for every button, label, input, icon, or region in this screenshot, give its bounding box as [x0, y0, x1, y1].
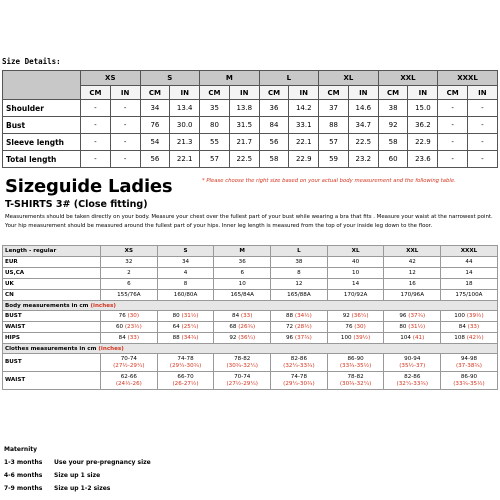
clothes-measurements-section — [3, 344, 498, 354]
body-measurements-body — [3, 311, 498, 344]
measurement-cell: 30.0 — [170, 117, 200, 134]
length-header: Length - regular — [3, 246, 101, 257]
unit-header: CM — [438, 86, 468, 100]
cm-value: 76 — [345, 324, 353, 330]
inch-value: (33) — [127, 335, 140, 341]
measurement-cell: 23.2 — [348, 151, 378, 168]
measurement-cell — [214, 311, 271, 322]
measurement-cell — [101, 372, 158, 390]
maternity-item — [4, 459, 151, 466]
length-row — [3, 279, 498, 290]
inch-value: (26-27½) — [172, 380, 199, 387]
length-row — [3, 257, 498, 268]
measurement-cell: 38 — [378, 100, 408, 117]
measurement-cell: - — [81, 117, 111, 134]
measurement-cell: - — [468, 117, 498, 134]
length-row — [3, 290, 498, 301]
inch-value: (37-38¾) — [455, 362, 482, 369]
measurement-cell: 57 — [319, 134, 349, 151]
cm-value: 94-98 — [460, 355, 478, 362]
measurement-cell: 54 — [140, 134, 170, 151]
size-cell: 40 — [327, 257, 384, 268]
measurement-cell: 33.1 — [289, 117, 319, 134]
measurement-cell — [101, 322, 158, 333]
inch-value: (30¾-32¼) — [226, 362, 258, 369]
measurement-cell: 57 — [200, 151, 230, 168]
measurement-cell: - — [468, 134, 498, 151]
measurement-cell: - — [438, 134, 468, 151]
cm-value: 100 — [454, 313, 465, 319]
size-header: XXL — [378, 71, 438, 86]
maternity-text: Use your pre-pregnancy size — [54, 459, 151, 466]
inch-value: (26¾) — [238, 324, 256, 330]
inch-value: (28½) — [294, 324, 312, 330]
size-details-row — [3, 100, 498, 117]
measurement-cell — [101, 354, 158, 372]
measurement-cell: 36.2 — [408, 117, 438, 134]
measurement-cell: 58 — [259, 151, 289, 168]
maternity-months: 7-9 months — [4, 485, 43, 492]
size-details-row — [3, 134, 498, 151]
sizeguide-subtitle: T-SHIRTS 3# (Close fitting) — [5, 199, 148, 210]
measurement-cell: 84 — [259, 117, 289, 134]
measurement-cell — [157, 311, 214, 322]
size-cell: 10 — [327, 268, 384, 279]
unit-header: CM — [81, 86, 111, 100]
inch-value: (33) — [240, 313, 253, 319]
size-details-body — [3, 100, 498, 168]
unit-header: IN — [348, 86, 378, 100]
cm-value: 84 — [458, 324, 466, 330]
measurement-cell — [441, 333, 498, 344]
size-cell: 12 — [384, 268, 441, 279]
measurement-cell — [327, 311, 384, 322]
measurement-cell: - — [81, 134, 111, 151]
measurement-cell: 56 — [140, 151, 170, 168]
size-cell: 10 — [214, 279, 271, 290]
measurement-cell: 21.3 — [170, 134, 200, 151]
measurement-cell: - — [110, 117, 140, 134]
unit-header: IN — [408, 86, 438, 100]
measurement-cell: - — [438, 117, 468, 134]
corner-cell — [3, 71, 81, 100]
size-cell: 175/100A — [441, 290, 498, 301]
row-label: BUST — [3, 311, 101, 322]
measurement-cell: - — [468, 100, 498, 117]
cm-value: 82-86 — [290, 355, 308, 362]
length-row — [3, 268, 498, 279]
unit-header: CM — [378, 86, 408, 100]
maternity-text: Size up 1 size — [54, 472, 101, 479]
size-cell: 155/76A — [101, 290, 158, 301]
measurement-cell: 22.5 — [229, 151, 259, 168]
cm-value: 72 — [286, 324, 294, 330]
size-cell: 165/84A — [214, 290, 271, 301]
measurement-cell: 76 — [140, 117, 170, 134]
measurement-cell — [384, 372, 441, 390]
cm-value: 66-70 — [177, 373, 194, 380]
inch-value: (27½-29¼) — [113, 362, 145, 369]
unit-header: CM — [259, 86, 289, 100]
measurement-cell: - — [110, 100, 140, 117]
size-cell: 170/92A — [327, 290, 384, 301]
cm-value: 84 — [232, 313, 240, 319]
inch-value: (34½) — [294, 313, 312, 319]
measurement-cell: 59 — [319, 151, 349, 168]
row-label: Sleeve length — [3, 134, 81, 151]
size-header: XL — [319, 71, 379, 86]
inch-value: (32¼-33¾) — [396, 380, 429, 387]
size-cell: 165/88A — [271, 290, 328, 301]
measurement-row — [3, 333, 498, 344]
clothes-measurements-body — [3, 354, 498, 390]
size-cell: 2 — [101, 268, 158, 279]
unit-header: IN — [229, 86, 259, 100]
size-header: XS — [101, 246, 158, 257]
measurement-cell: 15.0 — [408, 100, 438, 117]
inch-value: (41) — [412, 335, 425, 341]
measurement-cell: - — [110, 151, 140, 168]
inch-value: (39½) — [353, 335, 371, 341]
row-label: UK — [3, 279, 101, 290]
cm-value: 84 — [118, 335, 126, 341]
measurement-cell: - — [110, 134, 140, 151]
measurement-cell: - — [81, 100, 111, 117]
measurement-cell: 14.2 — [289, 100, 319, 117]
measurement-cell: 80 — [200, 117, 230, 134]
cm-value: 92 — [342, 313, 350, 319]
body-measurements-section — [3, 301, 498, 311]
size-cell: 14 — [327, 279, 384, 290]
cm-value: 100 — [340, 335, 352, 341]
cm-value: 104 — [400, 335, 411, 341]
maternity-text: Size up 1-2 sizes — [54, 485, 111, 492]
size-details-row — [3, 117, 498, 134]
inch-value: (25¼) — [181, 324, 199, 330]
unit-header: IN — [468, 86, 498, 100]
size-cell: 170/96A — [384, 290, 441, 301]
unit-header: CM — [140, 86, 170, 100]
cm-value: 74-78 — [177, 355, 194, 362]
inch-value: (31½) — [181, 313, 199, 319]
row-label: WAIST — [3, 372, 101, 390]
size-cell: 12 — [271, 279, 328, 290]
measurement-cell — [384, 333, 441, 344]
measurement-cell — [441, 372, 498, 390]
measurement-cell: 35 — [200, 100, 230, 117]
cm-value: 108 — [454, 335, 465, 341]
measurement-cell — [327, 354, 384, 372]
size-cell: 6 — [214, 268, 271, 279]
inch-value: (29¼-30¾) — [169, 362, 202, 369]
cm-value: 80 — [399, 324, 407, 330]
cm-value: 80 — [172, 313, 180, 319]
measurement-cell — [271, 372, 328, 390]
cm-value: 64 — [172, 324, 180, 330]
measurement-row — [3, 322, 498, 333]
size-cell: 18 — [441, 279, 498, 290]
cm-value: 86-90 — [347, 355, 364, 362]
cm-value: 96 — [286, 335, 294, 341]
size-cell: 16 — [384, 279, 441, 290]
cm-value: 78-82 — [347, 373, 364, 380]
measurement-cell: - — [438, 100, 468, 117]
unit-header: IN — [110, 86, 140, 100]
row-label: EUR — [3, 257, 101, 268]
measurement-cell — [157, 322, 214, 333]
size-header: XXXL — [441, 246, 498, 257]
measurement-cell — [327, 333, 384, 344]
size-cell: 6 — [101, 279, 158, 290]
measurement-cell: 22.5 — [348, 134, 378, 151]
measurement-cell — [101, 333, 158, 344]
size-header: S — [157, 246, 214, 257]
row-label: Shoulder — [3, 100, 81, 117]
measurement-cell: 34 — [140, 100, 170, 117]
cm-value: 88 — [172, 335, 180, 341]
measurement-cell — [327, 322, 384, 333]
row-label: CN — [3, 290, 101, 301]
inch-value: (33¾-35½) — [453, 380, 485, 387]
measurement-cell — [157, 333, 214, 344]
cm-value: 76 — [118, 313, 126, 319]
measurement-cell — [271, 311, 328, 322]
section-label — [3, 301, 498, 311]
inch-value: (32¼-33¾) — [283, 362, 315, 369]
inch-value: (35½-37) — [399, 362, 426, 369]
measurement-cell: 60 — [378, 151, 408, 168]
size-header: L — [259, 71, 319, 86]
inch-value: (30¾-32¼) — [339, 380, 372, 387]
measurement-cell — [101, 311, 158, 322]
size-details-row — [3, 151, 498, 168]
inch-value: (37¾) — [294, 335, 312, 341]
size-cell: 8 — [157, 279, 214, 290]
size-cell: 38 — [271, 257, 328, 268]
size-cell: 34 — [157, 257, 214, 268]
measurement-cell — [214, 322, 271, 333]
row-label: Total length — [3, 151, 81, 168]
length-body — [3, 257, 498, 301]
measurement-row — [3, 311, 498, 322]
size-cell: 36 — [214, 257, 271, 268]
measurement-cell: 56 — [259, 134, 289, 151]
cm-value: 92 — [229, 335, 237, 341]
measurement-cell: 14.6 — [348, 100, 378, 117]
inch-value: (37¾) — [408, 313, 426, 319]
measurement-cell — [441, 311, 498, 322]
size-header: XL — [327, 246, 384, 257]
measurement-cell: 31.5 — [229, 117, 259, 134]
size-cell: 4 — [157, 268, 214, 279]
cm-value: 74-78 — [290, 373, 308, 380]
maternity-months: 1-3 months — [4, 459, 43, 466]
size-header: XXXL — [438, 71, 498, 86]
measurement-cell: 88 — [319, 117, 349, 134]
measurement-cell: 58 — [378, 134, 408, 151]
cm-value: 82-86 — [404, 373, 421, 380]
inch-value: (39½) — [466, 313, 484, 319]
size-details-title: Size Details: — [2, 57, 61, 66]
size-header: M — [214, 246, 271, 257]
inch-value: (36¼) — [238, 335, 256, 341]
measurement-cell — [327, 372, 384, 390]
measurement-cell: 36 — [259, 100, 289, 117]
cm-value: 78-82 — [234, 355, 251, 362]
row-label: US,CA — [3, 268, 101, 279]
size-header: S — [140, 71, 200, 86]
row-label: Bust — [3, 117, 81, 134]
inch-value: (30) — [127, 313, 140, 319]
measurement-row — [3, 354, 498, 372]
measurement-cell: 22.1 — [289, 134, 319, 151]
measurement-cell — [271, 322, 328, 333]
cm-value: 96 — [399, 313, 407, 319]
measurement-cell — [214, 372, 271, 390]
measurement-cell — [157, 372, 214, 390]
inch-value: (31½) — [408, 324, 426, 330]
size-header-row — [3, 71, 498, 86]
cm-value: 88 — [286, 313, 294, 319]
measurement-cell: 22.1 — [170, 151, 200, 168]
cm-value: 62-66 — [120, 373, 137, 380]
inch-value: (34¾) — [181, 335, 199, 341]
measurement-cell — [271, 333, 328, 344]
measurement-cell: 55 — [200, 134, 230, 151]
size-details-table — [2, 70, 498, 168]
row-label: HIPS — [3, 333, 101, 344]
measurement-cell: 21.7 — [229, 134, 259, 151]
unit-header: IN — [289, 86, 319, 100]
size-header: XXL — [384, 246, 441, 257]
sizeguide-note: * Please choose the right size based on your actual body measurement and the following table. — [202, 178, 456, 184]
row-label: BUST — [3, 354, 101, 372]
inch-value: (42½) — [466, 335, 484, 341]
size-cell: 44 — [441, 257, 498, 268]
measurement-cell: 37 — [319, 100, 349, 117]
size-header: XS — [81, 71, 141, 86]
measurement-cell — [384, 311, 441, 322]
measurement-cell: 23.6 — [408, 151, 438, 168]
sizeguide-header-row — [3, 246, 498, 257]
measurement-cell: - — [468, 151, 498, 168]
unit-header: CM — [200, 86, 230, 100]
size-cell: 8 — [271, 268, 328, 279]
measurement-cell — [157, 354, 214, 372]
measurement-cell: 92 — [378, 117, 408, 134]
measurement-cell: 13.8 — [229, 100, 259, 117]
measurement-cell — [384, 322, 441, 333]
measurement-cell — [441, 354, 498, 372]
size-cell: 32 — [101, 257, 158, 268]
section-label — [3, 344, 498, 354]
measurement-cell — [384, 354, 441, 372]
inch-value: (33) — [467, 324, 480, 330]
measurement-cell — [271, 354, 328, 372]
section-unit: (inches) — [90, 302, 116, 309]
cm-value: 70-74 — [120, 355, 137, 362]
cm-value: 70-74 — [234, 373, 251, 380]
measurement-cell: 22.9 — [289, 151, 319, 168]
size-cell: 42 — [384, 257, 441, 268]
measurement-cell — [441, 322, 498, 333]
inch-value: (29¼-30¾) — [283, 380, 315, 387]
sizeguide-title: Sizeguide Ladies — [5, 176, 173, 197]
measurement-cell — [214, 333, 271, 344]
inch-value: (27½-29¼) — [226, 380, 258, 387]
measurement-cell: 13.4 — [170, 100, 200, 117]
cm-value: 86-90 — [460, 373, 478, 380]
sizeguide-table — [2, 245, 498, 390]
maternity-title: Maternity — [4, 446, 38, 453]
unit-header: CM — [319, 86, 349, 100]
row-label: WAIST — [3, 322, 101, 333]
cm-value: 90-94 — [404, 355, 421, 362]
size-cell: 160/80A — [157, 290, 214, 301]
measurement-cell: 34.7 — [348, 117, 378, 134]
measurement-cell — [214, 354, 271, 372]
measurement-cell: 22.9 — [408, 134, 438, 151]
inch-value: (30) — [354, 324, 366, 330]
cm-value: 60 — [115, 324, 124, 330]
inch-value: (23½) — [124, 324, 142, 330]
measurement-row — [3, 372, 498, 390]
measurement-instructions: Measurements should be taken directly on your body. Measure your chest over the fullest part of your bust while wearing a bra that fits . Measure your waist at the narrowest point. Your hip measurement should be measured around the fullest part of your hips. Inner leg length is measured from the top of your inside leg down to the floor. — [5, 214, 493, 229]
maternity-item — [4, 485, 110, 492]
section-title: Body measurements in cm — [5, 302, 89, 309]
section-unit: (inches) — [98, 345, 124, 352]
section-title: Clothes measurements in cm — [5, 345, 97, 352]
maternity-months: 4-6 months — [4, 472, 43, 479]
unit-header: IN — [170, 86, 200, 100]
inch-value: (33¾-35½) — [339, 362, 372, 369]
size-header: L — [271, 246, 328, 257]
cm-value: 68 — [229, 324, 237, 330]
measurement-cell: - — [438, 151, 468, 168]
maternity-item — [4, 472, 100, 479]
size-header: M — [200, 71, 260, 86]
inch-value: (36¼) — [351, 313, 369, 319]
size-cell: 14 — [441, 268, 498, 279]
measurement-cell: - — [81, 151, 111, 168]
inch-value: (24½-26) — [115, 380, 142, 387]
